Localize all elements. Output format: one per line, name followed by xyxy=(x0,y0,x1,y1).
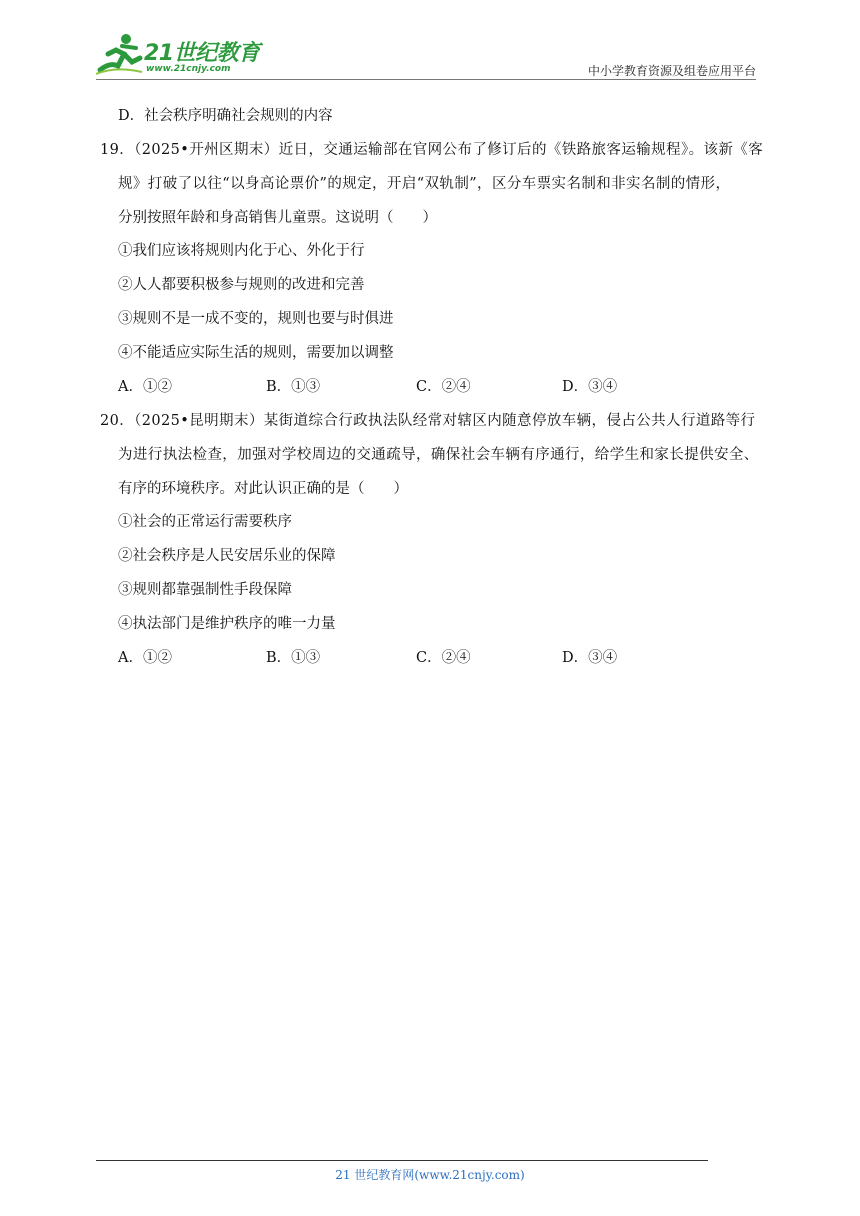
question-19-line-1: 19．（2025•开州区期末）近日，交通运输部在官网公布了修订后的《铁路旅客运输规程》。该新《客 xyxy=(100,142,764,158)
logo-text: 21世纪教育 xyxy=(144,41,260,66)
site-logo xyxy=(96,32,266,76)
question-19-option-a[interactable]: A．①② xyxy=(118,379,172,395)
header-platform-name: 中小学教育资源及组卷应用平台 xyxy=(587,64,756,78)
question-20-statement-4: ④执法部门是维护秩序的唯一力量 xyxy=(118,616,336,632)
question-20-statement-1: ①社会的正常运行需要秩序 xyxy=(118,514,292,530)
question-19-option-c[interactable]: C．②④ xyxy=(416,379,471,395)
question-20-option-b[interactable]: B．①③ xyxy=(266,650,321,666)
question-20-statement-2: ②社会秩序是人民安居乐业的保障 xyxy=(118,548,336,564)
question-20-line-2: 为进行执法检查，加强对学校周边的交通疏导，确保社会车辆有序通行，给学生和家长提供安全、 xyxy=(118,447,759,463)
question-20-option-c[interactable]: C．②④ xyxy=(416,650,471,666)
question-20-option-d[interactable]: D．③④ xyxy=(562,650,618,666)
question-19-line-2: 规》打破了以往“以身高论票价”的规定，开启“双轨制”，区分车票实名制和非实名制的情形， xyxy=(118,176,731,192)
question-19-statement-1: ①我们应该将规则内化于心、外化于行 xyxy=(118,243,365,259)
footer-divider xyxy=(96,1160,708,1161)
question-19-option-d[interactable]: D．③④ xyxy=(562,379,618,395)
question-19-statement-2: ②人人都要积极参与规则的改进和完善 xyxy=(118,277,365,293)
question-19-statement-4: ④不能适应实际生活的规则，需要加以调整 xyxy=(118,345,394,361)
question-19-option-b[interactable]: B．①③ xyxy=(266,379,321,395)
page-header xyxy=(96,30,756,80)
question-20-statement-3: ③规则都靠强制性手段保障 xyxy=(118,582,292,598)
question-19-line-3: 分别按照年龄和身高销售儿童票。这说明（ ） xyxy=(118,210,437,226)
question-20-line-3: 有序的环境秩序。对此认识正确的是（ ） xyxy=(118,481,408,497)
question-19-statement-3: ③规则不是一成不变的，规则也要与时俱进 xyxy=(118,311,394,327)
logo-url: www.21cnjy.com xyxy=(146,64,231,74)
prev-question-option-d: D．社会秩序明确社会规则的内容 xyxy=(118,108,333,124)
question-20-line-1: 20．（2025•昆明期末）某街道综合行政执法队经常对辖区内随意停放车辆，侵占公共人行道路等行 xyxy=(100,413,756,429)
header-divider xyxy=(96,79,756,80)
footer-site-link[interactable]: 21 世纪教育网(www.21cnjy.com) xyxy=(335,1168,525,1182)
runner-logo-icon xyxy=(96,32,144,76)
question-20-option-a[interactable]: A．①② xyxy=(118,650,172,666)
